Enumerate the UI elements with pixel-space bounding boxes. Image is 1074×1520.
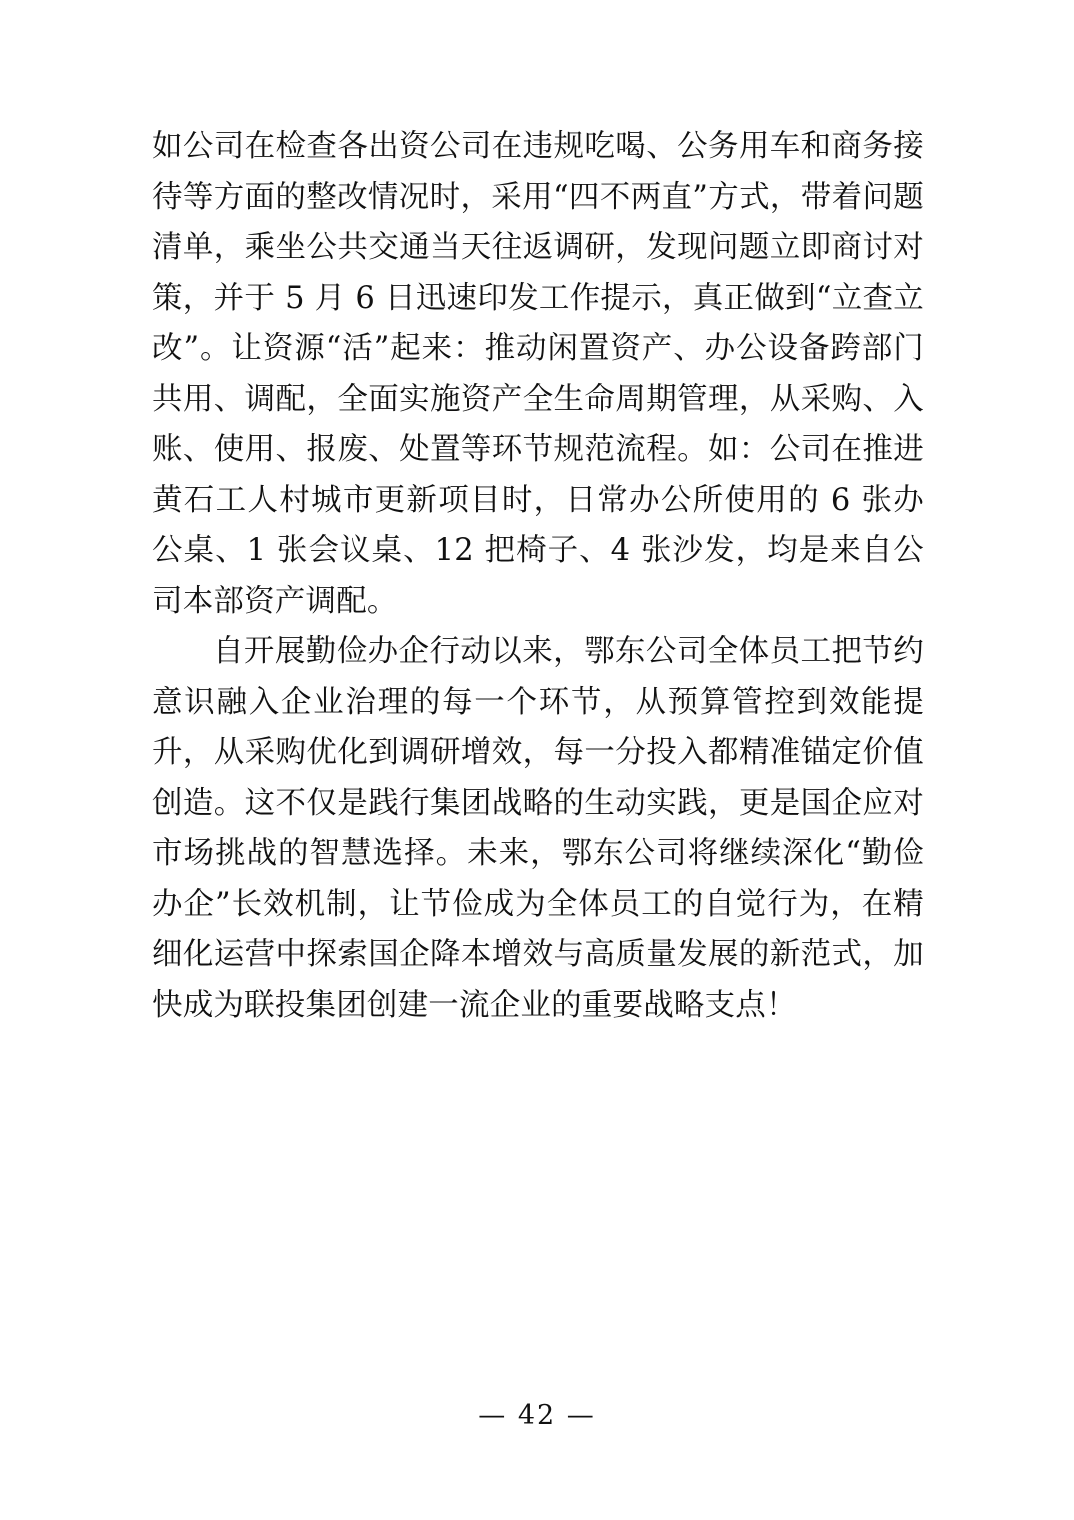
paragraph-1: 如公司在检查各出资公司在违规吃喝、公务用车和商务接待等方面的整改情况时，采用“四不两直”方式，带着问题清单，乘坐公共交通当天往返调研，发现问题立即商讨对策，并于 5 月 6 日迅速印发工作提示，真正做到“立查立改”。让资源“活”起来：推动闲置资产、办公设备跨部门共用、调配，全面实施资产全生命周期管理，从采购、入账、使用、报废、处置等环节规范流程。如：公司在推进黄石工人村城市更新项目时，日常办公所使用的 6 张办公桌、1 张会议桌、12 把椅子、4 张沙发，均是来自公司本部资产调配。 bbox=[152, 129, 924, 619]
page-body bbox=[152, 122, 924, 1031]
paragraph-2: 自开展勤俭办企行动以来，鄂东公司全体员工把节约意识融入企业治理的每一个环节，从预算管控到效能提升，从采购优化到调研增效，每一分投入都精准锚定价值创造。这不仅是践行集团战略的生动实践，更是国企应对市场挑战的智慧选择。未来，鄂东公司将继续深化“勤俭办企”长效机制，让节俭成为全体员工的自觉行为，在精细化运营中探索国企降本增效与高质量发展的新范式，加快成为联投集团创建一流企业的重要战略支点！ bbox=[152, 634, 924, 1023]
page-number: — 42 — bbox=[478, 1400, 596, 1431]
